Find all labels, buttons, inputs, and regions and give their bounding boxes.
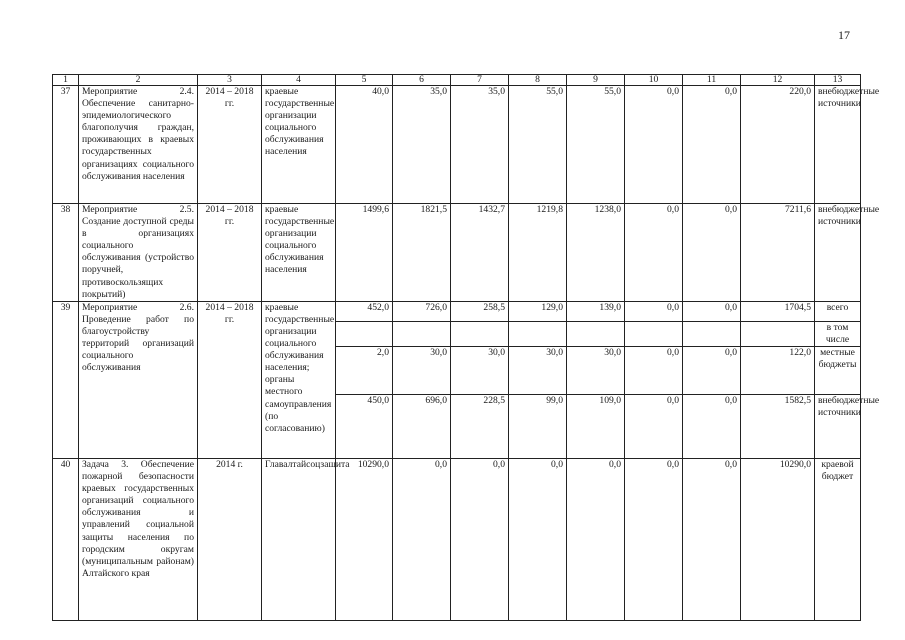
total-cell <box>741 321 815 346</box>
column-header: 7 <box>451 75 509 86</box>
value-cell: 109,0 <box>567 394 625 458</box>
column-header: 8 <box>509 75 567 86</box>
value-cell <box>336 321 393 346</box>
column-header: 6 <box>393 75 451 86</box>
value-cell: 0,0 <box>683 458 741 620</box>
value-cell <box>451 321 509 346</box>
value-cell: 258,5 <box>451 301 509 321</box>
value-cell: 139,0 <box>567 301 625 321</box>
value-cell <box>625 321 683 346</box>
value-cell: 0,0 <box>567 458 625 620</box>
table-row <box>53 458 861 620</box>
table-row <box>53 204 861 302</box>
value-cell: 0,0 <box>683 346 741 394</box>
value-cell <box>509 321 567 346</box>
measure-name: Задача 3. Обеспечение пожарной безопасности краевых государственных организаций социального обслуживания и управлений социальной защиты населения по городским округам (муниципальным районам) Алтайского края <box>79 458 198 620</box>
program-measures-table <box>52 74 880 621</box>
table-row <box>53 86 861 204</box>
page-number: 17 <box>838 28 850 42</box>
executor: краевые государственные организации социального обслуживания населения <box>262 204 336 302</box>
column-header: 9 <box>567 75 625 86</box>
value-cell: 1821,5 <box>393 204 451 302</box>
column-header: 10 <box>625 75 683 86</box>
value-cell: 0,0 <box>509 458 567 620</box>
value-cell: 0,0 <box>625 86 683 204</box>
value-cell <box>393 321 451 346</box>
total-cell: 122,0 <box>741 346 815 394</box>
period: 2014 г. <box>198 458 262 620</box>
value-cell: 30,0 <box>393 346 451 394</box>
column-number-row <box>53 75 861 86</box>
value-cell: 696,0 <box>393 394 451 458</box>
value-cell: 55,0 <box>567 86 625 204</box>
value-cell: 0,0 <box>625 301 683 321</box>
total-cell: 220,0 <box>741 86 815 204</box>
executor: краевые государственные организации социального обслуживания населения <box>262 86 336 204</box>
funding-source: внебюджетные источники <box>815 86 861 204</box>
value-cell: 35,0 <box>451 86 509 204</box>
column-header: 4 <box>262 75 336 86</box>
measure-name: Мероприятие 2.5. Создание доступной среды в организациях социального обслуживания (устройство поручней, противоскользящих покрытий) <box>79 204 198 302</box>
total-cell: 10290,0 <box>741 458 815 620</box>
value-cell: 30,0 <box>567 346 625 394</box>
value-cell: 10290,0 <box>336 458 393 620</box>
value-cell: 129,0 <box>509 301 567 321</box>
period: 2014 – 2018 гг. <box>198 204 262 302</box>
period: 2014 – 2018 гг. <box>198 301 262 458</box>
value-cell: 1499,6 <box>336 204 393 302</box>
value-cell: 0,0 <box>683 86 741 204</box>
value-cell: 55,0 <box>509 86 567 204</box>
funding-source: краевой бюджет <box>815 458 861 620</box>
value-cell: 0,0 <box>683 394 741 458</box>
funding-source: местные бюджеты <box>815 346 861 394</box>
value-cell: 35,0 <box>393 86 451 204</box>
funding-source: в том числе <box>815 321 861 346</box>
value-cell: 0,0 <box>393 458 451 620</box>
value-cell: 0,0 <box>683 301 741 321</box>
measure-name: Мероприятие 2.4. Обеспечение санитарно-эпидемиологического благополучия граждан, проживающих в краевых государственных организациях социального обслуживания населения <box>79 86 198 204</box>
value-cell: 30,0 <box>451 346 509 394</box>
executor: краевые государственные организации социального обслуживания населения; органы местного самоуправления (по согласованию) <box>262 301 336 458</box>
funding-source: всего <box>815 301 861 321</box>
value-cell <box>683 321 741 346</box>
value-cell: 228,5 <box>451 394 509 458</box>
value-cell: 0,0 <box>451 458 509 620</box>
funding-source: внебюджетные источники <box>815 394 861 458</box>
total-cell: 1582,5 <box>741 394 815 458</box>
value-cell: 2,0 <box>336 346 393 394</box>
value-cell: 0,0 <box>625 394 683 458</box>
column-header: 13 <box>815 75 861 86</box>
value-cell: 726,0 <box>393 301 451 321</box>
value-cell: 1219,8 <box>509 204 567 302</box>
value-cell: 99,0 <box>509 394 567 458</box>
total-cell: 7211,6 <box>741 204 815 302</box>
value-cell: 30,0 <box>509 346 567 394</box>
column-header: 1 <box>53 75 79 86</box>
total-cell: 1704,5 <box>741 301 815 321</box>
value-cell: 1238,0 <box>567 204 625 302</box>
row-number: 39 <box>53 301 79 458</box>
value-cell: 450,0 <box>336 394 393 458</box>
funding-source: внебюджетные источники <box>815 204 861 302</box>
value-cell: 1432,7 <box>451 204 509 302</box>
value-cell <box>567 321 625 346</box>
value-cell: 0,0 <box>625 346 683 394</box>
table-row <box>53 301 861 321</box>
column-header: 11 <box>683 75 741 86</box>
measure-name: Мероприятие 2.6. Проведение работ по благоустройству территорий организаций социального обслуживания <box>79 301 198 458</box>
period: 2014 – 2018 гг. <box>198 86 262 204</box>
column-header: 12 <box>741 75 815 86</box>
value-cell: 0,0 <box>625 458 683 620</box>
value-cell: 0,0 <box>683 204 741 302</box>
row-number: 37 <box>53 86 79 204</box>
value-cell: 452,0 <box>336 301 393 321</box>
column-header: 5 <box>336 75 393 86</box>
column-header: 3 <box>198 75 262 86</box>
executor: Главалтайсоцзащита <box>262 458 336 620</box>
value-cell: 0,0 <box>625 204 683 302</box>
column-header: 2 <box>79 75 198 86</box>
row-number: 40 <box>53 458 79 620</box>
row-number: 38 <box>53 204 79 302</box>
value-cell: 40,0 <box>336 86 393 204</box>
